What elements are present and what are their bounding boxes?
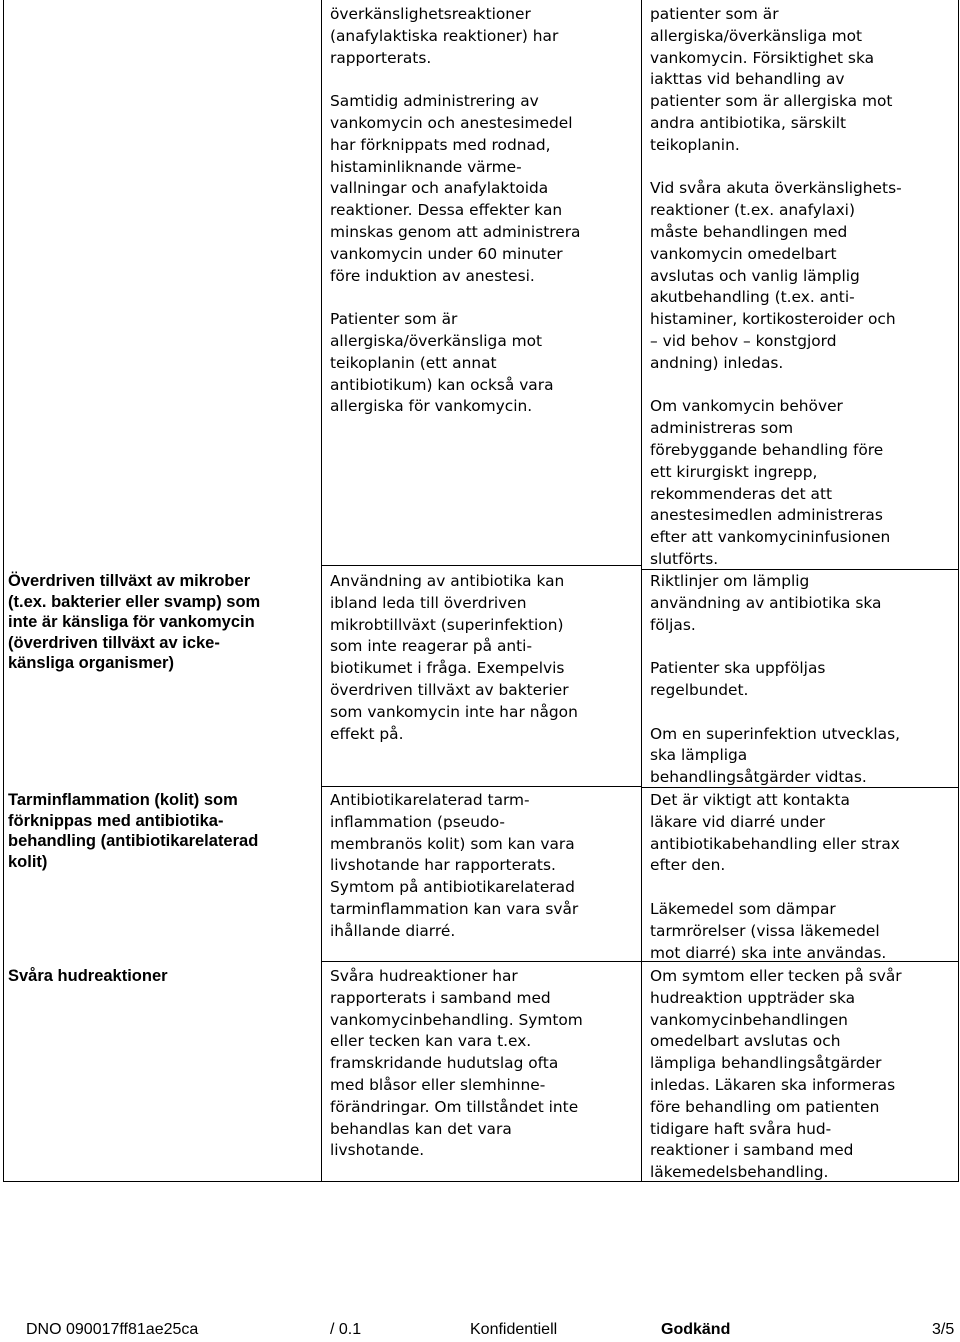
version: / 0.1 (330, 1321, 362, 1338)
paragraph: Om vankomycin behöver administreras som förebyggande behandling före ett kirurgiskt ingrepp, rekommenderas det att anestesimedlen administreras efter att vankomycininfusionen slutförts. (650, 397, 891, 568)
hypersensitivity-measures (650, 4, 950, 571)
overgrowth-description (330, 571, 630, 745)
row-divider (321, 961, 641, 962)
column-divider (321, 0, 322, 1181)
row-heading: Överdriven tillväxt av mikrober (t.ex. bakterier eller svamp) som inte är känsliga för vankomycin (överdriven tillväxt av icke- känsliga organismer) (8, 572, 261, 672)
skin-reaction-heading (8, 966, 313, 987)
row-heading: Tarminflammation (kolit) som förknippas med antibiotika- behandling (antibiotikarelaterad kolit) (8, 791, 259, 871)
paragraph: Användning av antibiotika kan ibland leda till överdriven mikrobtillväxt (superinfektion) som inte reagerar på anti- biotikumet i fråga. Exempelvis överdriven tillväxt av bakterier som vankomycin inte har någon effekt på. (330, 572, 578, 743)
paragraph: Patienter som är allergiska/överkänsliga mot teikoplanin (ett annat antibiotikum) kan också vara allergiska för vankomycin. (330, 310, 554, 416)
colitis-description (330, 790, 630, 943)
skin-reaction-description (330, 966, 630, 1162)
paragraph: patienter som är allergiska/överkänsliga mot vankomycin. Försiktighet ska iakttas vid behandling av patienter som är allergiska mot andra antibiotika, särskilt teikoplanin. (650, 5, 893, 154)
row-divider (321, 565, 641, 566)
paragraph: Patienter ska uppföljas regelbundet. (650, 659, 826, 699)
page-number: 3/5 (932, 1321, 955, 1338)
skin-reaction-measures (650, 966, 950, 1184)
overgrowth-heading (8, 571, 313, 674)
row-heading: Svåra hudreaktioner (8, 967, 168, 985)
document-id: DNO 090017ff81ae25ca (26, 1321, 199, 1338)
paragraph: Svåra hudreaktioner har rapporterats i samband med vankomycinbehandling. Symtom eller tecken kan vara t.ex. framskridande hudutslag ofta med blåsor eller slemhinne- förändringar. Om tillståndet inte behandlas kan det vara livshotande. (330, 967, 583, 1160)
row-divider (321, 786, 641, 787)
paragraph: Läkemedel som dämpar tarmrörelser (vissa läkemedel mot diarré) ska inte användas. (650, 899, 887, 962)
paragraph: överkänslighetsreaktioner (anafylaktiska reaktioner) har rapporterats. (330, 5, 559, 67)
column-divider (641, 0, 642, 1181)
paragraph: Det är viktigt att kontakta läkare vid diarré under antibiotikabehandling eller strax efter den. (650, 791, 900, 875)
paragraph: Riktlinjer om lämplig användning av antibiotika ska följas. (650, 572, 882, 634)
hypersensitivity-description (330, 4, 630, 418)
colitis-measures (650, 790, 950, 964)
paragraph: Antibiotikarelaterad tarm- inflammation (pseudo- membranös kolit) som kan vara livshotande har rapporterats. Symtom på antibiotikarelaterad tarminflammation kan vara svår ihållande diarré. (330, 791, 579, 940)
page-footer (0, 1318, 960, 1342)
paragraph: Samtidig administrering av vankomycin och anestesimedel har förknippats med rodnad, histaminliknande värme- vallningar och anafylaktoida reaktioner. Dessa effekter kan minskas genom att administrera vankomycin under 60 minuter före induktion av anestesi. (330, 92, 581, 285)
classification: Konfidentiell (470, 1321, 558, 1338)
paragraph: Om en superinfektion utvecklas, ska lämpliga behandlingsåtgärder vidtas. (650, 724, 901, 787)
paragraph: Vid svåra akuta överkänslighets- reaktioner (t.ex. anafylaxi) måste behandlingen med vankomycin omedelbart avslutas och vanlig lämplig akutbehandling (t.ex. anti- histaminer, kortikosteroider och – vid behov – konstgjord andning) inledas. (650, 179, 902, 372)
paragraph: Om symtom eller tecken på svår hudreaktion uppträder ska vankomycinbehandlingen omedelbart avslutas och lämpliga behandlingsåtgärder inledas. Läkaren ska informeras före behandling om patienten tidigare haft svåra hud- reaktioner i samband med läkemedelsbehandling. (650, 967, 902, 1182)
colitis-heading (8, 790, 313, 872)
overgrowth-measures (650, 571, 950, 789)
status-badge: Godkänd (661, 1321, 731, 1338)
